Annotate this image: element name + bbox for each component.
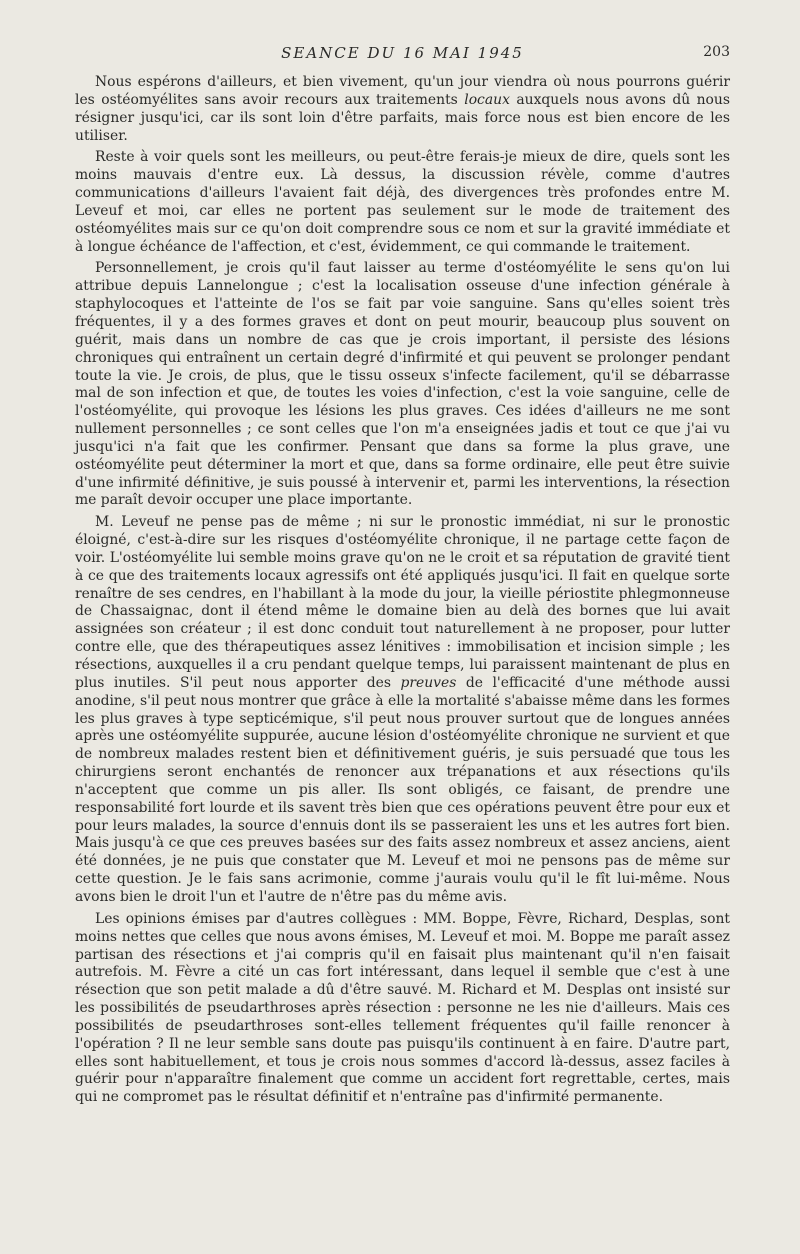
body-text <box>75 74 730 1111</box>
running-header <box>75 44 730 66</box>
paragraph <box>75 149 730 256</box>
paragraph-text: M. Leveuf ne pense pas de même ; ni sur le pronostic immédiat, ni sur le pronostic éloigné, c'est-à-dire sur les risques d'ostéomyélite chronique, il ne partage cette façon de voir. L'ostéomyélite lui semble moins grave qu'on ne le croit et sa réputation de gravité tient à ce que des traitements locaux agressifs ont été appliqués jusqu'ici. Il fait en quelque sorte renaître de ses cendres, en l'habillant à la mode du jour, la vieille périostite phlegmonneuse de Chassaignac, dont il étend même le domaine bien au delà des bornes que lui avait assignées son créateur ; il est donc conduit tout naturellement à ne proposer, pour lutter contre elle, que des thérapeutiques assez lénitives : immobilisation et incision simple ; les résections, auxquelles il a cru pendant quelque temps, lui paraissent maintenant de plus en plus inutiles. S'il peut nous apporter des <box>75 514 730 691</box>
paragraph <box>75 911 730 1107</box>
paragraph <box>75 260 730 510</box>
paragraph-text: Nous espérons d'ailleurs, et bien vivement, qu'un jour viendra où nous pourrons guérir les ostéomyélites sans avoir recours aux traitements <box>75 74 730 108</box>
paragraph-text: Reste à voir quels sont les meilleurs, ou peut-être ferais-je mieux de dire, quels sont les moins mauvais d'entre eux. Là dessus, la discussion révèle, comme d'autres communications d'ailleurs l'avaient fait déjà, des divergences très profondes entre M. Leveuf et moi, car elles ne portent pas seulement sur le mode de traitement des ostéomyélites mais sur ce qu'on doit comprendre sous ce nom et sur la gravité immédiate et à longue échéance de l'affection, et c'est, évidemment, ce qui commande le traitement. <box>75 149 730 255</box>
paragraph-italic: preuves <box>400 674 457 691</box>
page-number: 203 <box>703 44 730 60</box>
paragraph <box>75 74 730 145</box>
paragraph-italic: locaux <box>464 91 510 108</box>
paragraph-text: Personnellement, je crois qu'il faut laisser au terme d'ostéomyélite le sens qu'on lui attribue depuis Lannelongue ; c'est la localisation osseuse d'une infection générale à staphylocoques et l'atteinte de l'os se fait par voie sanguine. Sans qu'elles soient très fréquentes, il y a des formes graves et dont on peut mourir, beaucoup plus souvent on guérit, mais dans un nombre de cas que je crois important, il persiste des lésions chroniques qui entraînent un certain degré d'infirmité et qui peuvent se prolonger pendant toute la vie. Je crois, de plus, que le tissu osseux s'infecte facilement, qu'il se débarrasse mal de son infection et que, de toutes les voies d'infection, c'est la voie sanguine, celle de l'ostéomyélite, qui provoque les lésions les plus graves. Ces idées d'ailleurs ne me sont nullement personnelles ; ce sont celles que l'on m'a enseignées jadis et tout ce que j'ai vu jusqu'ici n'a fait que les confirmer. Pensant que dans sa forme la plus grave, une ostéomyélite peut déterminer la mort et que, dans sa forme ordinaire, elle peut être suivie d'une infirmité définitive, je suis poussé à intervenir et, parmi les interventions, la résection me paraît devoir occuper une place importante. <box>75 260 730 509</box>
paragraph <box>75 514 730 907</box>
paragraph-text: Les opinions émises par d'autres collègues : MM. Boppe, Fèvre, Richard, Desplas, sont moins nettes que celles que nous avons émises, M. Leveuf et moi. M. Boppe me paraît assez partisan des résections et j'ai compris qu'il en faisait plus maintenant qu'il n'en faisait autrefois. M. Fèvre a cité un cas fort intéressant, dans lequel il semble que c'est à une résection que son petit malade a dû d'être sauvé. M. Richard et M. Desplas ont insisté sur les possibilités de pseudarthroses après résection : personne ne les nie d'ailleurs. Mais ces possibilités de pseudarthroses sont-elles tellement fréquentes qu'il faille renoncer à l'opération ? Il ne leur semble sans doute pas puisqu'ils continuent à en faire. D'autre part, elles sont habituellement, et tous je crois nous sommes d'accord là-dessus, assez faciles à guérir pour n'apparaître finalement que comme un accident fort regrettable, certes, mais qui ne compromet pas le résultat définitif et n'entraîne pas d'infirmité permanente. <box>75 910 730 1106</box>
paragraph-text: auxquels nous avons dû nous résigner jusqu'ici, car ils sont loin d'être parfaits, mais force nous est bien encore de les utiliser. <box>75 91 730 144</box>
header-title: SEANCE DU 16 MAI 1945 <box>281 44 524 62</box>
paragraph-text: de l'efficacité d'une méthode aussi anodine, s'il peut nous montrer que grâce à elle la mortalité s'abaisse même dans les formes les plus graves à type septicémique, s'il peut nous prouver surtout que de longues années après une ostéomyélite suppurée, aucune lésion d'ostéomyélite chronique ne survient et que de nombreux malades restent bien et définitivement guéris, je suis persuadé que tous les chirurgiens seront enchantés de renoncer aux trépanations et aux résections qu'ils n'acceptent que comme un pis aller. Ils sont obligés, ce faisant, de prendre une responsabilité fort lourde et ils savent très bien que ces opérations peuvent être pour eux et pour leurs malades, la source d'ennuis dont ils se passeraient les uns et les autres fort bien. Mais jusqu'à ce que ces preuves basées sur des faits assez nombreux et assez anciens, aient été données, je ne puis que constater que M. Leveuf et moi ne pensons pas de même sur cette question. Je le fais sans acrimonie, comme j'aurais voulu qu'il le fît lui-même. Nous avons bien le droit l'un et l'autre de n'être pas du même avis. <box>75 674 730 905</box>
